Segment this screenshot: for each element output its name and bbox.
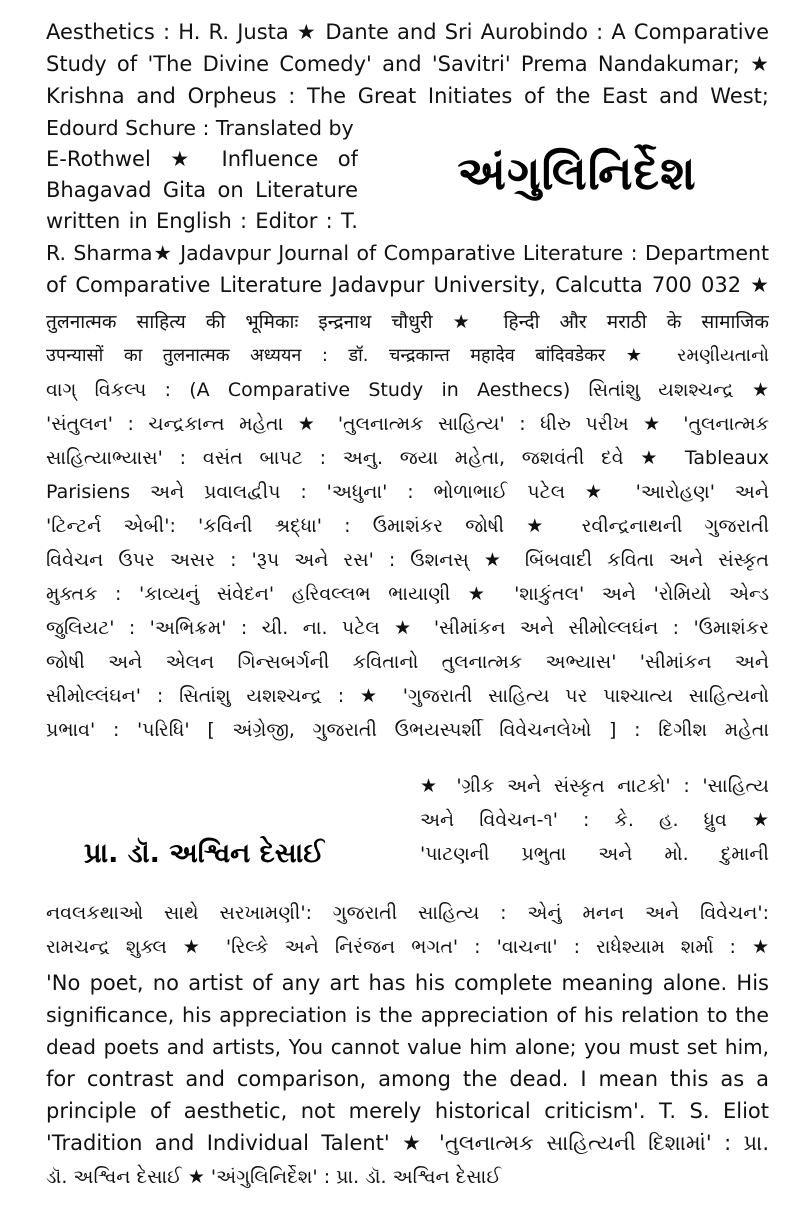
text-line: 'ટિન્ટર્ન એબી': 'કવિની શ્રદ્ધા' : ઉમાશંકર જોષી ★ રવીન્દ્રનાથની ગુજરાતી — [46, 515, 769, 537]
text-line: વિવેચન ઉપર અસર : 'રૂપ અને રસ' : ઉશનસ્ ★ બિંબવાદી કવિતા અને સંસ્કૃત — [46, 549, 769, 571]
text-line: principle of aesthetic, not merely historical criticism'. T. S. Eliot — [46, 1099, 769, 1123]
text-line: R. Sharma★ Jadavpur Journal of Comparative Literature : Department — [46, 241, 769, 265]
text-line: નવલકથાઓ સાથે સરખામણી': ગુજરાતી સાહિત્ય : એનું મનન અને વિવેચન': — [46, 902, 769, 924]
text-line: 'No poet, no artist of any art has his complete meaning alone. His — [46, 971, 769, 995]
text-line: 'સંતુલન' : ચન્દ્રકાન્ત મહેતા ★ 'તુલનાત્મક સાહિત્ય' : ધીરુ પરીખ ★ 'તુલનાત્મક — [46, 413, 769, 435]
text-line: સાહિત્યાભ્યાસ' : વસંત બાપટ : અનુ. જયા મહેતા, જશવંતી દવે ★ Tableaux — [46, 447, 769, 469]
text-line: तुलनात्मक साहित्य की भूमिकाः इन्द्रनाथ चौधुरी ★ हिन्दी और मराठी के सामाजिक — [46, 311, 769, 333]
text-line: Edourd Schure : Translated by — [46, 116, 354, 140]
text-line: of Comparative Literature Jadavpur University, Calcutta 700 032 ★ — [46, 273, 769, 297]
text-line: 'Tradition and Individual Talent' ★ 'તુલનાત્મક સાહિત્યની દિશામાં' : પ્રા. — [46, 1131, 769, 1155]
text-line: પ્રભાવ' : 'પરિધિ' [ અંગ્રેજી, ગુજરાતી ઉભયસ્પર્શી વિવેચનલેખો ] : દિગીશ મહેતા — [46, 719, 769, 741]
text-line: Study of 'The Divine Comedy' and 'Savitri' Prema Nandakumar; ★ — [46, 52, 769, 76]
text-line: વાગ્ વિકલ્પ : (A Comparative Study in Aesthecs) સિતાંશુ યશશ્ચન્દ્ર ★ — [46, 379, 769, 401]
text-line: જોષી અને એલન ગિન્સબર્ગની કવિતાનો તુલનાત્મક અભ્યાસ' 'સીમાંકન અને — [46, 651, 769, 673]
text-line: E-Rothwel ★ Influence of — [46, 147, 358, 171]
text-line: ડૉ. અશ્વિન દેસાઈ ★ 'અંગુલિનિર્દેશ' : પ્રા. ડૉ. અશ્વિન દેસાઈ — [46, 1166, 502, 1188]
text-line: અને વિવેચન-૧' : કે. હ. ધ્રુવ ★ — [420, 809, 769, 831]
text-line: Parisiens અને પ્રવાલદ્વીપ : 'અધુના' : ભોળાભાઈ પટેલ ★ 'આરોહણ' અને — [46, 481, 769, 503]
text-line: રામચન્દ્ર શુક્લ ★ 'રિલ્કે અને નિરંજન ભગત' : 'વાચના' : રાધેશ્યામ શર્મા : ★ — [46, 936, 769, 958]
text-line: for contrast and comparison, among the dead. I mean this as a — [46, 1067, 769, 1091]
text-line: Aesthetics : H. R. Justa ★ Dante and Sri Aurobindo : A Comparative — [46, 20, 769, 44]
text-line: સીમોલ્લંઘન' : સિતાંશુ યશશ્ચન્દ્ર : ★ 'ગુજરાતી સાહિત્ય પર પાશ્ચાત્ય સાહિત્યનો — [46, 685, 769, 707]
author-name: પ્રા. ડૉ. અશ્વિન દેસાઈ — [84, 838, 325, 869]
text-line: significance, his appreciation is the appreciation of his relation to the — [46, 1003, 769, 1027]
text-line: dead poets and artists, You cannot value him alone; you must set him, — [46, 1035, 769, 1059]
text-line: 'પાટણની પ્રભુતા અને મો. દુમાની — [420, 843, 769, 865]
text-line: Bhagavad Gita on Literature — [46, 178, 358, 202]
text-line: મુક્તક : 'કાવ્યનું સંવેદન' હરિવલ્લભ ભાયાણી ★ 'શાકુંતલ' અને 'રોમિયો એન્ડ — [46, 583, 769, 605]
text-line: Krishna and Orpheus : The Great Initiates of the East and West; — [46, 84, 769, 108]
text-line: ★ 'ગ્રીક અને સંસ્કૃત નાટકો' : 'સાહિત્ય — [420, 775, 769, 797]
text-line: જુલિયટ' : 'અભિક્રમ' : ચી. ના. પટેલ ★ 'સીમાંકન અને સીમોલ્લઘંન : 'ઉમાશંકર — [46, 617, 769, 639]
text-line: written in English : Editor : T. — [46, 209, 358, 233]
text-line: उपन्यासों का तुलनात्मक अध्ययन : डॉ. चन्द्रकान्त महादेव बांदिवडेकर ★ રમણીયતાનો — [46, 345, 769, 366]
page-title: અંગુલિનિર્દેશ — [457, 146, 697, 200]
